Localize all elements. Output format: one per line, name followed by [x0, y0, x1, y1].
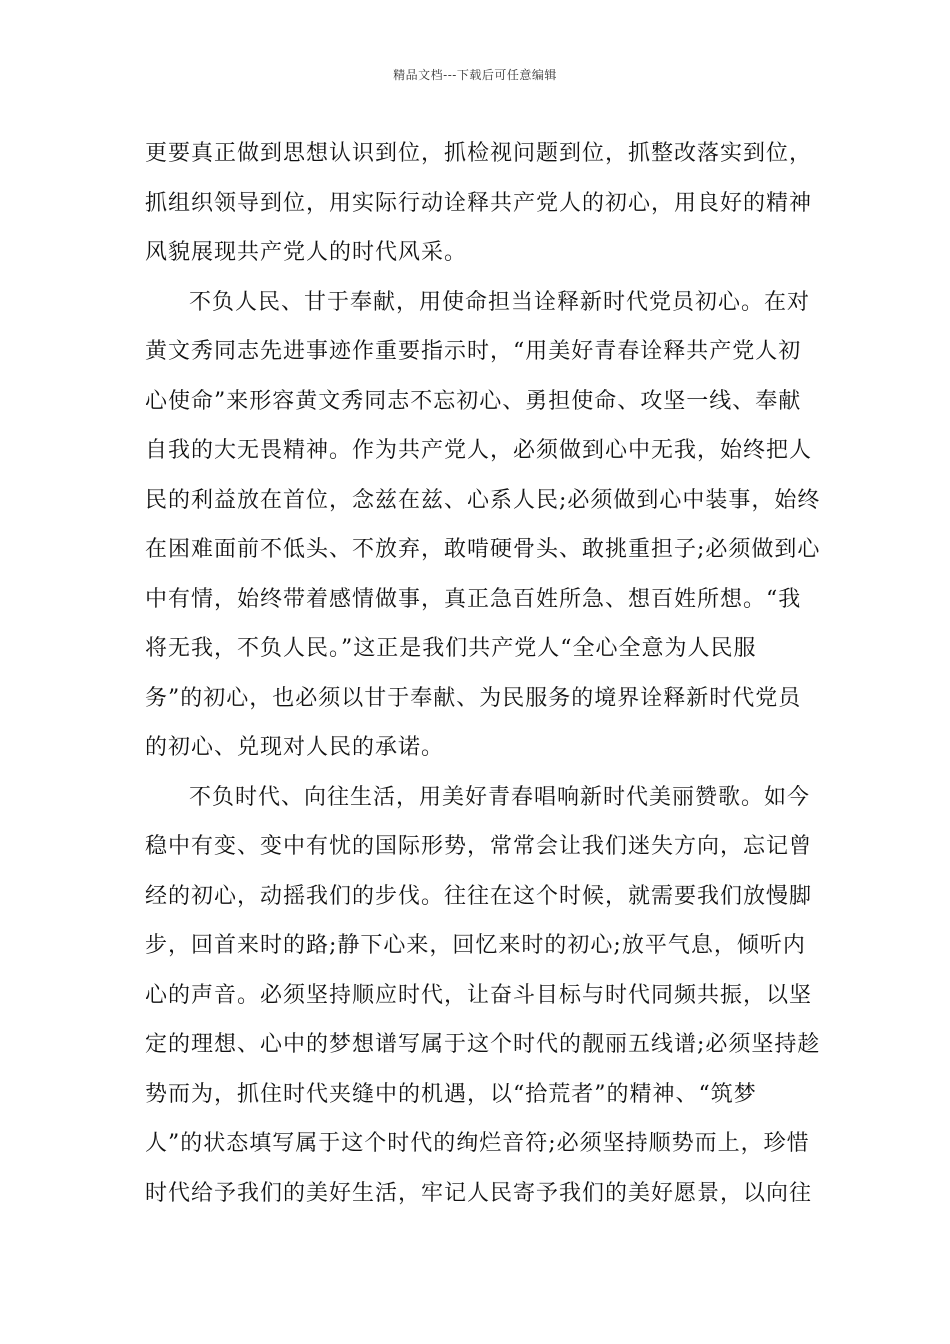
text-line: 时代给予我们的美好生活，牢记人民寄予我们的美好愿景，以向往	[145, 1180, 813, 1206]
text-line: 势而为，抓住时代夹缝中的机遇，以“拾荒者”的精神、“筑梦	[145, 1081, 757, 1107]
text-line: 不负人民、甘于奉献，用使命担当诠释新时代党员初心。在对	[189, 289, 811, 315]
text-line: 将无我，不负人民。”这正是我们共产党人“全心全意为人民服	[145, 636, 757, 661]
document-body	[145, 129, 821, 1218]
text-line: 在困难面前不低头、不放弃，敢啃硬骨头、敢挑重担子;必须做到心	[145, 537, 821, 562]
text-line: 心的声音。必须坚持顺应时代，让奋斗目标与时代同频共振，以坚	[145, 982, 813, 1008]
text-line: 抓组织领导到位，用实际行动诠释共产党人的初心，用良好的精神	[145, 190, 813, 216]
page-header: 精品文档---下载后可任意编辑	[393, 68, 557, 82]
text-line: 不负时代、向往生活，用美好青春唱响新时代美丽赞歌。如今	[189, 784, 811, 810]
text-line: 经的初心，动摇我们的步伐。往往在这个时候，就需要我们放慢脚	[145, 883, 813, 909]
text-line: 风貌展现共产党人的时代风采。	[145, 240, 468, 265]
text-line: 定的理想、心中的梦想谱写属于这个时代的靓丽五线谱;必须坚持趁	[145, 1032, 821, 1057]
text-line: 心使命”来形容黄文秀同志不忘初心、勇担使命、攻坚一线、奉献	[145, 388, 802, 414]
paragraph-1	[145, 129, 813, 278]
text-line: 的初心、兑现对人民的承诺。	[145, 735, 445, 760]
text-line: 自我的大无畏精神。作为共产党人，必须做到心中无我，始终把人	[145, 438, 813, 463]
text-line: 民的利益放在首位，念兹在兹、心系人民;必须做到心中装事，始终	[145, 487, 821, 513]
text-line: 务”的初心，也必须以甘于奉献、为民服务的境界诠释新时代党员	[145, 685, 802, 711]
paragraph-3	[145, 773, 821, 1219]
text-line: 黄文秀同志先进事迹作重要指示时，“用美好青春诠释共产党人初	[145, 339, 802, 364]
text-line: 更要真正做到思想认识到位，抓检视问题到位，抓整改落实到位，	[145, 141, 813, 166]
text-line: 人”的状态填写属于这个时代的绚烂音符;必须坚持顺势而上，珍惜	[145, 1131, 810, 1156]
text-line: 稳中有变、变中有忧的国际形势，常常会让我们迷失方向，忘记曾	[145, 834, 813, 859]
paragraph-2	[145, 278, 821, 773]
text-line: 步，回首来时的路;静下心来，回忆来时的初心;放平气息，倾听内	[145, 933, 806, 958]
text-line: 中有情，始终带着感情做事，真正急百姓所急、想百姓所想。“我	[145, 586, 802, 612]
